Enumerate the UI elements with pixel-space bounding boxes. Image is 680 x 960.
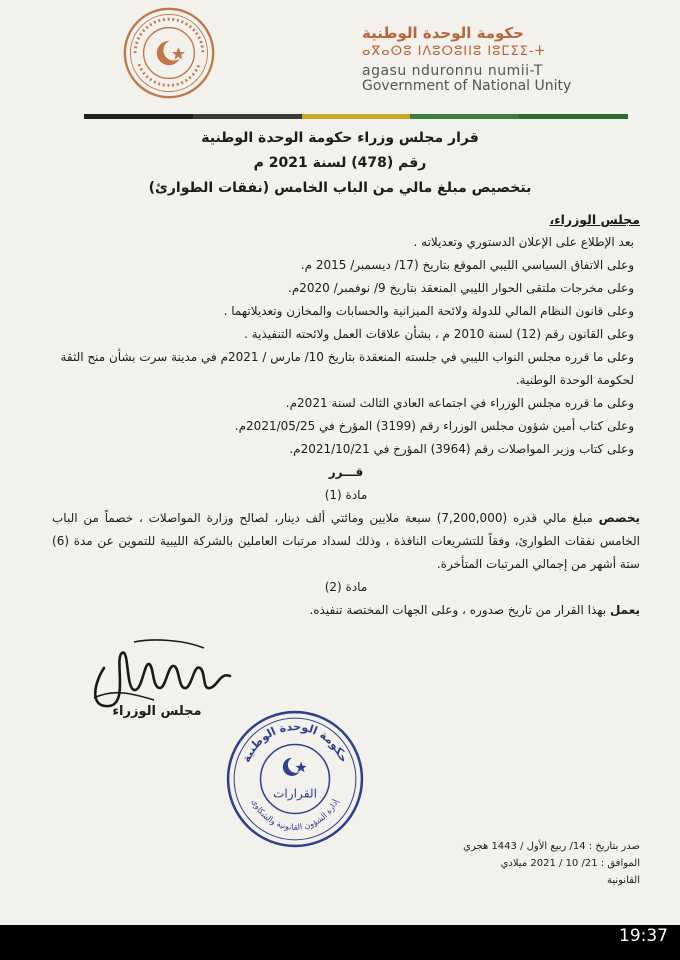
- stripe-segment: [302, 114, 411, 119]
- government-seal-icon: [122, 6, 216, 100]
- preamble-list: [52, 231, 640, 461]
- article-2-body: بهذا القرار من تاريخ صدوره ، وعلى الجهات المختصة تنفيذه.: [309, 603, 607, 617]
- article-1-title: مادة (1): [324, 488, 368, 502]
- issued-gregorian-date: الموافق : 21/ 10 / 2021 ميلادي: [500, 858, 640, 869]
- article-1-lead: يخصص: [598, 511, 640, 525]
- stamp-ring-text: حكومة الوحدة الوطنية: [239, 720, 351, 765]
- issued-date-block: [420, 838, 640, 889]
- preamble-item: وعلى الاتفاق السياسي الليبي الموقع بتاريخ (17/ ديسمبر/ 2015 م.: [300, 258, 634, 272]
- decision-subject: بتخصيص مبلغ مالي من الباب الخامس (نفقات الطوارئ): [148, 180, 532, 196]
- stripe-segment: [84, 114, 193, 119]
- brand-amazigh: agasu nduronnu numii-T: [362, 63, 543, 79]
- official-stamp-icon: [224, 708, 366, 850]
- preamble-item: وعلى القانون رقم (12) لسنة 2010 م ، بشأن علاقات العمل ولائحته التنفيذية .: [244, 327, 634, 341]
- preamble-item: بعد الإطلاع على الإعلان الدستوري وتعديلاته .: [413, 235, 634, 249]
- brand-arabic: حكومة الوحدة الوطنية: [362, 24, 524, 42]
- decision-titles: [60, 126, 620, 201]
- article-1-body: مبلغ مالي قدره (7,200,000) سبعة ملايين ومائتي ألف دينار، لصالح وزارة المواصلات ، خصماً من الباب الخامس نفقات الطوارئ، وفقاً للتشريعات النافذة ، وذلك لسداد مرتبات العاملين بالشركة الليبية للتموين عن مدة (6) ستة أشهر من إجمالي المرتبات المتأخرة.: [52, 511, 640, 571]
- stripe-segment: [410, 114, 519, 119]
- issued-footer-label: القانونية: [606, 875, 640, 886]
- stripe-segment: [519, 114, 628, 119]
- article-2-lead: يعمل: [609, 603, 640, 617]
- issued-hijri-date: صدر بتاريخ : 14/ ربيع الأول / 1443 هجري: [463, 841, 640, 852]
- article-2-title: مادة (2): [324, 580, 368, 594]
- stamp-center-text: القرارات: [272, 786, 318, 801]
- stamp-bottom-text: إدارة الشؤون القانونية والشكاوى: [249, 797, 341, 832]
- stripe-segment: [193, 114, 302, 119]
- council-heading: مجلس الوزراء،: [549, 212, 640, 227]
- header-color-stripe: [84, 114, 628, 119]
- article-2-text: [52, 599, 640, 622]
- status-time: 19:37: [619, 926, 668, 946]
- article-1-text: [52, 507, 640, 576]
- decision-number: رقم (478) لسنة 2021 م: [253, 155, 427, 171]
- decision-body: [52, 208, 640, 622]
- preamble-item: وعلى قانون النظام المالي للدولة ولائحة الميزانية والحسابات والمخازن وتعديلاتهما .: [223, 304, 634, 318]
- preamble-item: وعلى ما قرره مجلس النواب الليبي في جلسته المنعقدة بتاريخ 10/ مارس / 2021م في مدينة سرت بشأن منح الثقة لحكومة الوحدة الوطنية.: [60, 350, 634, 387]
- preamble-item: وعلى كتاب وزير المواصلات رقم (3964) المؤرخ في 2021/10/21م.: [289, 442, 634, 456]
- brand-tifinagh: ⴰⴳⴰⵙⵓ ⵏⴷⵓⵔⵓⵏⵏⵓ ⵏⵓⵎⵉⵉ-ⵜ: [362, 44, 546, 59]
- svg-text:إدارة الشؤون القانونية والشكاو: [250, 797, 341, 832]
- council-signature-label: مجلس الوزراء: [112, 704, 202, 719]
- brand-english: Government of National Unity: [362, 78, 572, 94]
- decision-title: قرار مجلس وزراء حكومة الوحدة الوطنية: [201, 130, 479, 146]
- preamble-item: وعلى مخرجات ملتقى الحوار الليبي المنعقد بتاريخ 9/ نوفمبر/ 2020م.: [288, 281, 634, 295]
- preamble-item: وعلى ما قرره مجلس الوزراء في اجتماعه العادي الثالث لسنة 2021م.: [285, 396, 634, 410]
- decided-label: قـــرر: [328, 465, 364, 479]
- preamble-item: وعلى كتاب أمين شؤون مجلس الوزراء رقم (3199) المؤرخ في 2021/05/25م.: [234, 419, 634, 433]
- government-brand: [362, 24, 622, 94]
